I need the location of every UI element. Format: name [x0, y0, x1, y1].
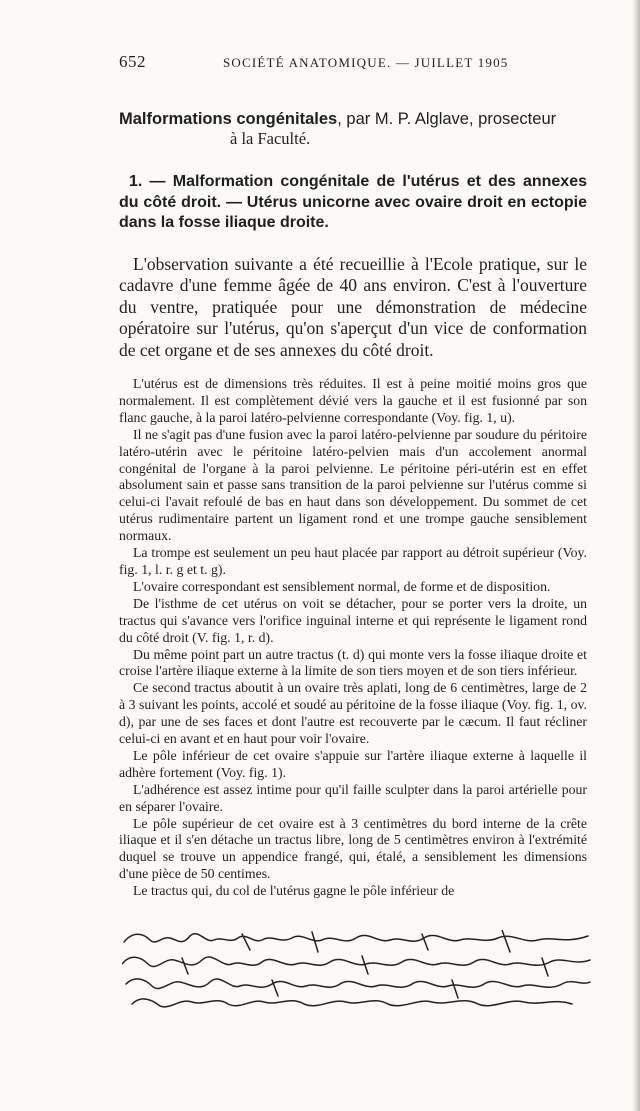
running-head: SOCIÉTÉ ANATOMIQUE. — JUILLET 1905: [223, 55, 509, 70]
article-title-affiliation: à la Faculté.: [230, 129, 311, 148]
article-title-main: Malformations congénitales: [119, 110, 338, 128]
body-paragraph: L'adhérence est assez intime pour qu'il faille sculpter dans la paroi artérielle pour en séparer l'ovaire.: [119, 781, 587, 814]
body-paragraph: L'ovaire correspondant est sensiblement normal, de forme et de disposition.: [133, 578, 551, 594]
page-edge: [632, 0, 640, 1111]
body-paragraph: De l'isthme de cet utérus on voit se détacher, pour se porter vers la droite, un tractus qui s'avance vers l'orifice inguinal interne et qui représente le ligament rond du côté droit (V. fig. 1, r. d).: [119, 595, 587, 645]
page-number: 652: [119, 52, 146, 71]
body-paragraph: Le pôle supérieur de cet ovaire est à 3 centimètres du bord interne de la crête iliaque et il s'en détache un tractus libre, long de 5 centimètres environ à l'extrémité duquel se trouve un appendice frangé, qui, étalé, a sensiblement les dimensions d'une pièce de 50 centimes.: [119, 815, 587, 882]
body-paragraph: La trompe est seulement un peu haut placée par rapport au détroit supérieur (Voy. fig. 1, l. r. g et t. g).: [119, 545, 587, 577]
handwriting-scribble: [122, 930, 592, 1010]
body-paragraph: Ce second tractus aboutit à un ovaire très aplati, long de 6 centimètres, large de 2 à 3 suivant les points, accolé et soudé au péritoine de la fosse iliaque (Voy. fig. 1, ov. d), par une de ses faces et dont l'autre est recouverte par le cæcum. Il faut récliner celui-ci en avant et en haut pour voir l'ovaire.: [119, 680, 587, 747]
body-paragraph: L'utérus est de dimensions très réduites. Il est à peine moitié moins gros que normalement. Il est complètement dévié vers la gauche et il est fusionné par son flanc gauche, à la paroi latéro-pelvienne correspondante (Voy. fig. 1, u).: [119, 376, 587, 425]
intro-paragraph: L'observation suivante a été recueillie à l'Ecole pratique, sur le cadavre d'une femme âgée de 40 ans environ. C'est à l'ouverture du ventre, pratiquée pour une démonstration de médecine opératoire sur l'utérus, qu'on s'aperçut d'un vice de conformation de cet organe et de ses annexes du côté droit.: [119, 253, 587, 360]
section-heading: 1. — Malformation congénitale de l'utérus et des annexes du côté droit. — Utérus unicorne avec ovaire droit en ectopie dans la fosse iliaque droite.: [119, 173, 587, 231]
page-header: [119, 52, 589, 74]
handwritten-annotation: [122, 930, 592, 1010]
body-paragraph: Il ne s'agit pas d'une fusion avec la paroi latéro-pelvienne par soudure du péritoire latéro-utérin avec le péritoine latéro-pelvien mais d'un accolement anormal congénital de l'organe à la paroi pelvienne. Le péritoine péri-utérin est en effet absolument sain et passe sans transition de la paroi pelvienne sur l'utérus comme si celui-ci l'avait refoulé de bas en haut dans son développement. Du sommet de cet utérus rudimentaire partent un ligament rond et une trompe gauche sensiblement normaux.: [119, 426, 587, 544]
body-paragraph: Du même point part un autre tractus (t. d) qui monte vers la fosse iliaque droite et croise l'artère iliaque externe à la limite de son tiers moyen et de son tiers inférieur.: [119, 646, 587, 679]
body-paragraphs: [119, 376, 587, 900]
article-title: [119, 110, 587, 148]
article-title-author: , par M. P. Alglave, prosecteur: [337, 110, 557, 128]
body-paragraph: Le tractus qui, du col de l'utérus gagne le pôle inférieur de: [133, 883, 455, 899]
article-body: [119, 110, 587, 900]
body-paragraph: Le pôle inférieur de cet ovaire s'appuie sur l'artère iliaque externe à laquelle il adhère fortement (Voy. fig. 1).: [119, 747, 587, 780]
